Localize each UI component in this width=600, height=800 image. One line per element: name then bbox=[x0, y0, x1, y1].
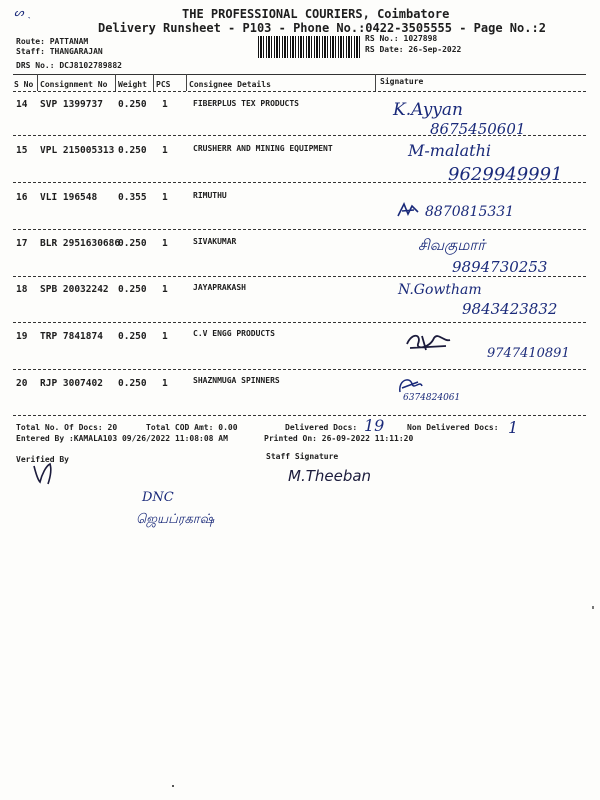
row-consignee: CRUSHERR AND MINING EQUIPMENT bbox=[193, 144, 333, 153]
row-sno: 17 bbox=[16, 238, 28, 249]
row-signature-name: K.Ayyan bbox=[393, 100, 463, 120]
row-pcs: 1 bbox=[162, 284, 168, 295]
col-header-consignee: Consignee Details bbox=[189, 80, 271, 89]
non-delivered-docs-value: 1 bbox=[508, 418, 519, 437]
row-divider bbox=[13, 322, 586, 323]
row-consignee: JAYAPRAKASH bbox=[193, 283, 246, 292]
row-signature-phone: 6374824061 bbox=[403, 393, 461, 403]
row-divider bbox=[13, 415, 586, 416]
row-pcs: 1 bbox=[162, 99, 168, 110]
row-divider bbox=[13, 229, 586, 230]
row-weight: 0.355 bbox=[118, 192, 147, 203]
verified-by-label: Verified By bbox=[16, 455, 69, 464]
row-pcs: 1 bbox=[162, 145, 168, 156]
row-pcs: 1 bbox=[162, 378, 168, 389]
row-signature-phone: 8870815331 bbox=[425, 204, 515, 220]
row-consignee: RIMUTHU bbox=[193, 191, 227, 200]
dnc-note: DNC bbox=[142, 490, 174, 505]
col-header-sno: S No bbox=[14, 80, 34, 89]
row-consignment: TRP 7841874 bbox=[40, 331, 103, 342]
corner-mark: ᔕ ˎ bbox=[14, 6, 31, 19]
row-signature-phone: 9843423832 bbox=[462, 300, 558, 318]
row-signature-phone: 9894730253 bbox=[452, 258, 548, 276]
row-consignment: VPL 215005313 bbox=[40, 145, 115, 156]
row-signature-phone: 8675450601 bbox=[430, 120, 526, 138]
row-weight: 0.250 bbox=[118, 284, 147, 295]
row-signature-name: சிவகுமார் bbox=[418, 236, 486, 254]
staff-signature-label: Staff Signature bbox=[266, 452, 339, 461]
row-consignment: VLI 196548 bbox=[40, 192, 98, 203]
row-sno: 18 bbox=[16, 284, 28, 295]
row-sno: 19 bbox=[16, 331, 28, 342]
row-divider bbox=[13, 182, 586, 183]
col-header-consignment: Consignment No bbox=[40, 80, 108, 89]
staff-signature: M.Theeban bbox=[288, 467, 372, 485]
page-speck bbox=[172, 785, 174, 787]
row-pcs: 1 bbox=[162, 192, 168, 203]
row-sno: 20 bbox=[16, 378, 28, 389]
runsheet-subtitle: Delivery Runsheet - P103 - Phone No.:0422-3505555 - Page No.:2 bbox=[98, 21, 546, 35]
row-signature-phone: 9629949991 bbox=[448, 164, 563, 185]
row-weight: 0.250 bbox=[118, 99, 147, 110]
col-divider bbox=[115, 74, 116, 91]
row-sno: 14 bbox=[16, 99, 28, 110]
row-consignment: RJP 3007402 bbox=[40, 378, 103, 389]
table-top-rule bbox=[13, 74, 586, 75]
non-delivered-docs-label: Non Delivered Docs: bbox=[407, 423, 499, 432]
delivered-docs-value: 19 bbox=[364, 416, 385, 435]
signature-scribble bbox=[404, 330, 454, 354]
entered-by: Entered By :KAMALA103 09/26/2022 11:08:08 AM bbox=[16, 434, 228, 443]
row-weight: 0.250 bbox=[118, 145, 147, 156]
row-consignment: BLR 2951630686 bbox=[40, 238, 121, 249]
col-header-weight: Weight bbox=[118, 80, 147, 89]
row-consignee: SHAZNMUGA SPINNERS bbox=[193, 376, 280, 385]
col-divider bbox=[37, 74, 38, 91]
col-header-signature: Signature bbox=[380, 77, 424, 86]
row-consignment: SVP 1399737 bbox=[40, 99, 103, 110]
table-header-rule bbox=[13, 91, 586, 92]
verifier-signature bbox=[30, 460, 60, 486]
col-divider bbox=[186, 74, 187, 91]
col-divider bbox=[375, 74, 376, 91]
total-cod: Total COD Amt: 0.00 bbox=[146, 423, 238, 432]
tamil-note: ஜெயப்ரகாஷ் bbox=[136, 512, 215, 527]
row-pcs: 1 bbox=[162, 238, 168, 249]
drs-number: DRS No.: DCJ8102789882 bbox=[16, 61, 122, 70]
row-signature-name: N.Gowtham bbox=[398, 282, 482, 298]
route-label: Route: PATTANAM bbox=[16, 37, 89, 46]
row-consignee: SIVAKUMAR bbox=[193, 237, 237, 246]
total-docs: Total No. Of Docs: 20 bbox=[16, 423, 118, 432]
printed-on: Printed On: 26-09-2022 11:11:20 bbox=[264, 434, 414, 443]
barcode bbox=[258, 36, 360, 58]
row-sno: 16 bbox=[16, 192, 28, 203]
company-title: THE PROFESSIONAL COURIERS, Coimbatore bbox=[182, 7, 450, 21]
row-divider bbox=[13, 369, 586, 370]
row-pcs: 1 bbox=[162, 331, 168, 342]
row-consignee: FIBERPLUS TEX PRODUCTS bbox=[193, 99, 299, 108]
col-divider bbox=[153, 74, 154, 91]
row-weight: 0.250 bbox=[118, 238, 147, 249]
row-weight: 0.250 bbox=[118, 331, 147, 342]
col-header-pcs: PCS bbox=[156, 80, 171, 89]
row-signature-name: M-malathi bbox=[408, 141, 492, 160]
staff-label: Staff: THANGARAJAN bbox=[16, 47, 103, 56]
row-divider bbox=[13, 135, 586, 136]
rs-number: RS No.: 1027898 bbox=[365, 34, 438, 43]
row-consignee: C.V ENGG PRODUCTS bbox=[193, 329, 275, 338]
delivered-docs-label: Delivered Docs: bbox=[285, 423, 358, 432]
row-weight: 0.250 bbox=[118, 378, 147, 389]
rs-date: RS Date: 26-Sep-2022 bbox=[365, 45, 462, 54]
row-sno: 15 bbox=[16, 145, 28, 156]
page-speck bbox=[592, 606, 594, 609]
row-signature-phone: 9747410891 bbox=[487, 346, 570, 361]
signature-scribble bbox=[396, 200, 422, 220]
row-consignment: SPB 20032242 bbox=[40, 284, 109, 295]
row-divider bbox=[13, 276, 586, 277]
